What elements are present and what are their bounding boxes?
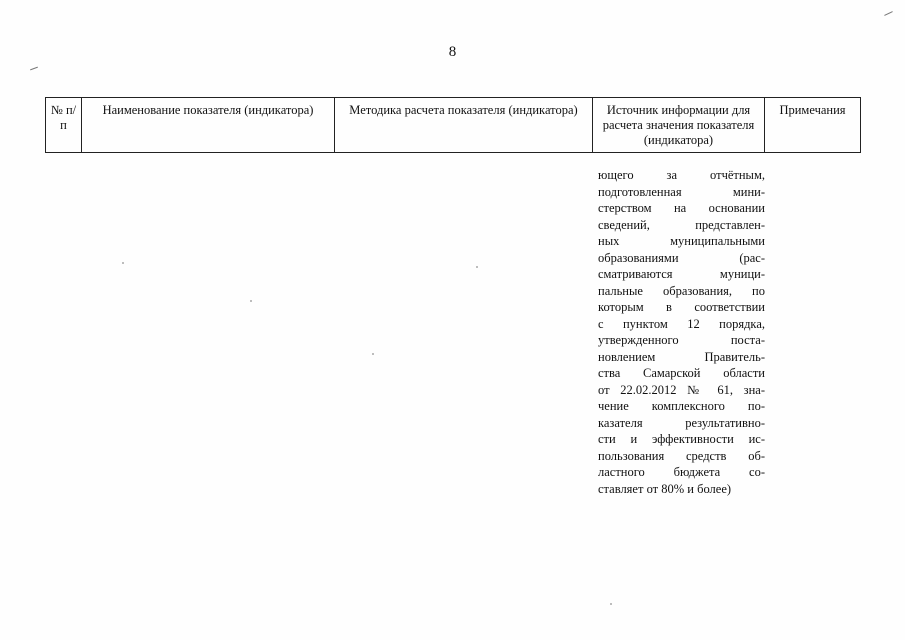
text-line: сведений, представлен- [598,217,765,232]
scan-artifact [884,11,893,16]
page-number: 8 [448,44,457,60]
text-line: которым в соответствии [598,300,765,314]
text-line: новлением Правитель- [598,349,765,364]
scan-artifact [476,266,478,268]
text-line: ющего за отчётным, [598,168,765,182]
text-line: пользования средств об- [598,448,765,463]
text-line: образованиями (рас- [598,250,765,265]
text-line: ных муниципальными [598,234,765,248]
column-header-indicator-name: Наименование показателя (индикатора) [82,98,335,153]
text-line: ластного бюджета со- [598,465,765,479]
scan-artifact [610,603,612,605]
text-line: казателя результативно- [598,415,765,430]
text-line: от 22.02.2012 № 61, зна- [598,382,765,397]
table-header-row [46,98,861,153]
column-header-notes: Примечания [765,98,861,153]
scan-artifact [372,353,374,355]
text-line: с пунктом 12 порядка, [598,316,765,331]
column-header-information-source: Источник информации для расчета значения показателя (индикатора) [593,98,765,153]
source-column-text [598,167,765,497]
scan-artifact [250,300,252,302]
text-line: пальные образования, по [598,283,765,298]
text-line: чение комплексного по- [598,399,765,413]
column-header-number: № п/п [46,98,82,153]
text-line: стерством на основании [598,201,765,215]
indicator-table [45,97,861,153]
text-line: подготовленная мини- [598,184,765,199]
text-line: утвержденного поста- [598,333,765,347]
text-line: ставляет от 80% и более) [598,481,732,496]
scan-artifact [122,262,124,264]
column-header-calculation-method: Методика расчета показателя (индикатора) [335,98,593,153]
text-line: сматриваются муници- [598,267,765,281]
scan-artifact [30,67,38,71]
text-line: ства Самарской области [598,366,765,380]
text-line: сти и эффективности ис- [598,432,765,446]
